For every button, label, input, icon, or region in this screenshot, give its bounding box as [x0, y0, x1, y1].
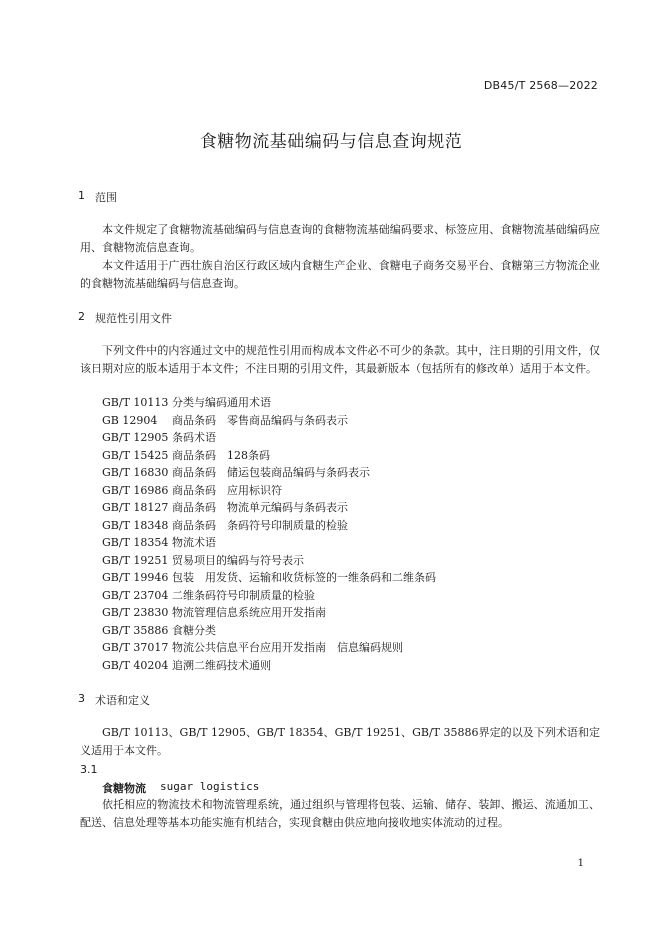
section-2-heading — [78, 310, 172, 326]
reference-name: 商品条码 物流单元编码与条码表示 — [172, 501, 348, 514]
reference-item — [102, 639, 436, 657]
reference-list — [102, 394, 436, 674]
reference-code: GB/T 15425 — [102, 448, 169, 462]
reference-code: GB/T 19946 — [102, 571, 169, 584]
reference-item — [102, 429, 436, 447]
reference-item — [102, 622, 436, 640]
reference-item — [102, 552, 436, 570]
reference-name: 商品条码 零售商品编码与条码表示 — [172, 413, 348, 427]
reference-item — [102, 569, 436, 587]
reference-code: GB/T 12905 — [102, 431, 169, 444]
reference-code: GB/T 35886 — [102, 623, 169, 637]
reference-item — [102, 657, 436, 675]
reference-code: GB/T 16986 — [102, 483, 169, 497]
section-1-heading — [78, 189, 117, 205]
reference-name: 物流术语 — [172, 536, 216, 549]
section-1-paragraph-2: 本文件适用于广西壮族自治区行政区域内食糖生产企业、食糖电子商务交易平台、食糖第三方物流企业的食糖物流基础编码与信息查询。 — [80, 259, 600, 290]
term-definition: 依托相应的物流技术和物流管理系统，通过组织与管理将包装、运输、储存、装卸、搬运、流通加工、配送、信息处理等基本功能实施有机结合，实现食糖由供应地向接收地实体流动的过程。 — [80, 798, 600, 829]
reference-item — [102, 534, 436, 552]
term-entry — [102, 780, 259, 796]
section-title: 范围 — [95, 191, 117, 204]
reference-name: 商品条码 128条码 — [172, 448, 270, 462]
reference-code: GB/T 19251 — [102, 553, 169, 567]
section-3-heading — [78, 692, 150, 708]
section-2-intro: 下列文件中的内容通过文中的规范性引用而构成本文件必不可少的条款。其中，注日期的引用文件，仅该日期对应的版本适用于本文件；不注日期的引用文件，其最新版本（包括所有的修改单）适用于本文件。 — [80, 344, 600, 375]
reference-name: 商品条码 应用标识符 — [172, 483, 282, 497]
reference-code: GB/T 40204 — [102, 658, 169, 672]
reference-code: GB/T 18127 — [102, 501, 169, 514]
reference-name: 包装 用发货、运输和收货标签的一维条码和二维条码 — [172, 571, 436, 584]
section-number: 3 — [78, 692, 85, 705]
reference-item — [102, 482, 436, 500]
reference-code: GB/T 18354 — [102, 536, 169, 549]
reference-name: 贸易项目的编码与符号表示 — [172, 553, 304, 567]
reference-name: 食糖分类 — [172, 623, 216, 637]
reference-code: GB/T 37017 — [102, 641, 169, 654]
reference-code: GB/T 16830 — [102, 466, 169, 479]
reference-item — [102, 587, 436, 605]
reference-item — [102, 464, 436, 482]
section-title: 术语和定义 — [95, 694, 150, 707]
reference-name: 条码术语 — [172, 431, 216, 444]
reference-name: 二维条码符号印制质量的检验 — [172, 588, 315, 602]
reference-code: GB 12904 — [102, 413, 158, 427]
reference-name: 商品条码 储运包装商品编码与条码表示 — [172, 466, 370, 479]
reference-code: GB/T 23830 — [102, 606, 169, 619]
section-1-paragraph-1: 本文件规定了食糖物流基础编码与信息查询的食糖物流基础编码要求、标签应用、食糖物流基础编码应用、食糖物流信息查询。 — [80, 223, 600, 254]
reference-name: 物流管理信息系统应用开发指南 — [172, 606, 326, 619]
reference-item — [102, 499, 436, 517]
reference-code: GB/T 23704 — [102, 588, 169, 602]
reference-item — [102, 394, 436, 412]
reference-code: GB/T 10113 — [102, 396, 169, 409]
reference-item — [102, 517, 436, 535]
term-english: sugar logistics — [160, 780, 260, 793]
subclause-number: 3.1 — [80, 763, 98, 776]
page-number: 1 — [577, 858, 584, 869]
reference-name: 物流公共信息平台应用开发指南 信息编码规则 — [172, 641, 403, 654]
section-title: 规范性引用文件 — [95, 312, 172, 325]
reference-name: 追溯二维码技术通则 — [172, 658, 271, 672]
section-3-intro: GB/T 10113、GB/T 12905、GB/T 18354、GB/T 19251、GB/T 35886界定的以及下列术语和定义适用于本文件。 — [80, 726, 600, 757]
document-number: DB45/T 2568—2022 — [483, 79, 598, 92]
term-chinese: 食糖物流 — [102, 782, 146, 795]
reference-name: 商品条码 条码符号印制质量的检验 — [172, 518, 348, 532]
reference-code: GB/T 18348 — [102, 518, 169, 532]
reference-item — [102, 604, 436, 622]
section-number: 1 — [78, 189, 85, 202]
section-number: 2 — [78, 310, 85, 323]
reference-item — [102, 412, 436, 430]
document-title: 食糖物流基础编码与信息查询规范 — [199, 132, 463, 152]
reference-name: 分类与编码通用术语 — [172, 396, 271, 409]
reference-item — [102, 447, 436, 465]
